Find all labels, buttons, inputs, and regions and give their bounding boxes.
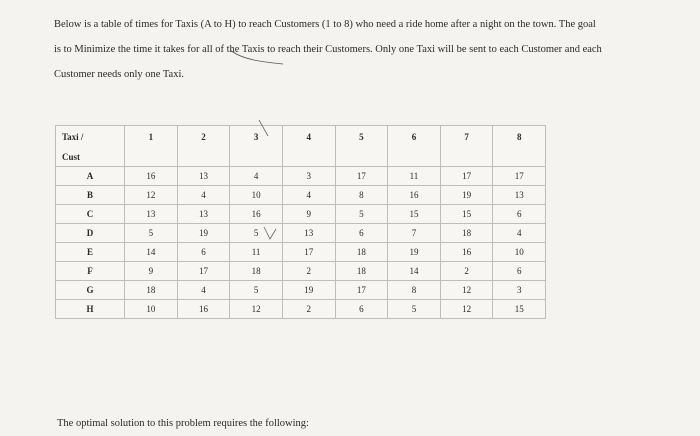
time-cell: 19 xyxy=(388,243,441,262)
time-cell: 7 xyxy=(388,224,441,243)
time-cell: 10 xyxy=(125,300,178,319)
time-cell: 19 xyxy=(440,186,493,205)
time-cell: 6 xyxy=(335,300,388,319)
time-cell: 13 xyxy=(493,186,546,205)
time-cell: 11 xyxy=(230,243,283,262)
time-cell: 5 xyxy=(388,300,441,319)
header-spacer xyxy=(230,148,283,167)
header-spacer xyxy=(125,148,178,167)
time-cell: 9 xyxy=(282,205,335,224)
time-cell: 17 xyxy=(177,262,230,281)
table-row xyxy=(56,281,546,300)
time-cell: 10 xyxy=(230,186,283,205)
time-cell: 6 xyxy=(335,224,388,243)
time-cell: 19 xyxy=(282,281,335,300)
time-cell: 16 xyxy=(440,243,493,262)
time-cell: 5 xyxy=(230,224,283,243)
time-cell: 12 xyxy=(125,186,178,205)
column-header: 1 xyxy=(125,126,178,149)
corner-header-taxi: Taxi / xyxy=(56,126,125,149)
time-cell: 12 xyxy=(440,281,493,300)
time-cell: 18 xyxy=(335,262,388,281)
time-cell: 2 xyxy=(282,300,335,319)
header-spacer xyxy=(440,148,493,167)
time-cell: 2 xyxy=(282,262,335,281)
table-row xyxy=(56,167,546,186)
table-row xyxy=(56,186,546,205)
time-cell: 4 xyxy=(177,186,230,205)
column-header: 5 xyxy=(335,126,388,149)
time-cell: 16 xyxy=(230,205,283,224)
column-header: 6 xyxy=(388,126,441,149)
time-cell: 15 xyxy=(440,205,493,224)
time-cell: 5 xyxy=(335,205,388,224)
time-cell: 18 xyxy=(125,281,178,300)
time-cell: 14 xyxy=(125,243,178,262)
column-header: 2 xyxy=(177,126,230,149)
row-header-taxi: H xyxy=(56,300,125,319)
time-cell: 10 xyxy=(493,243,546,262)
column-header: 7 xyxy=(440,126,493,149)
column-header: 8 xyxy=(493,126,546,149)
header-spacer xyxy=(335,148,388,167)
time-cell: 13 xyxy=(177,205,230,224)
table-row xyxy=(56,205,546,224)
row-header-taxi: A xyxy=(56,167,125,186)
time-cell: 6 xyxy=(493,205,546,224)
table-row xyxy=(56,224,546,243)
time-cell: 17 xyxy=(493,167,546,186)
taxi-time-table xyxy=(55,125,546,319)
time-cell: 6 xyxy=(493,262,546,281)
table-row xyxy=(56,243,546,262)
time-cell: 15 xyxy=(493,300,546,319)
time-cell: 15 xyxy=(388,205,441,224)
problem-line-3: Customer needs only one Taxi. xyxy=(54,69,185,80)
time-cell: 3 xyxy=(493,281,546,300)
time-cell: 18 xyxy=(440,224,493,243)
time-cell: 5 xyxy=(125,224,178,243)
time-cell: 6 xyxy=(177,243,230,262)
table-row xyxy=(56,262,546,281)
time-cell: 9 xyxy=(125,262,178,281)
time-cell: 11 xyxy=(388,167,441,186)
problem-statement xyxy=(54,12,664,87)
time-cell: 16 xyxy=(388,186,441,205)
time-cell: 8 xyxy=(388,281,441,300)
time-cell: 13 xyxy=(177,167,230,186)
header-spacer xyxy=(388,148,441,167)
time-cell: 18 xyxy=(335,243,388,262)
row-header-taxi: D xyxy=(56,224,125,243)
time-cell: 17 xyxy=(335,167,388,186)
row-header-taxi: G xyxy=(56,281,125,300)
time-cell: 16 xyxy=(177,300,230,319)
time-cell: 17 xyxy=(335,281,388,300)
header-spacer xyxy=(177,148,230,167)
time-cell: 13 xyxy=(282,224,335,243)
time-cell: 12 xyxy=(440,300,493,319)
time-cell: 16 xyxy=(125,167,178,186)
time-cell: 4 xyxy=(282,186,335,205)
header-spacer xyxy=(282,148,335,167)
time-cell: 13 xyxy=(125,205,178,224)
time-cell: 2 xyxy=(440,262,493,281)
time-cell: 4 xyxy=(177,281,230,300)
corner-header-cust: Cust xyxy=(56,148,125,167)
row-header-taxi: F xyxy=(56,262,125,281)
footer-prompt: The optimal solution to this problem requires the following: xyxy=(57,418,309,429)
column-header: 3 xyxy=(230,126,283,149)
time-cell: 17 xyxy=(282,243,335,262)
time-cell: 17 xyxy=(440,167,493,186)
column-header: 4 xyxy=(282,126,335,149)
row-header-taxi: B xyxy=(56,186,125,205)
row-header-taxi: C xyxy=(56,205,125,224)
header-spacer xyxy=(493,148,546,167)
time-cell: 5 xyxy=(230,281,283,300)
time-cell: 18 xyxy=(230,262,283,281)
table-row xyxy=(56,300,546,319)
time-cell: 4 xyxy=(230,167,283,186)
time-cell: 8 xyxy=(335,186,388,205)
time-cell: 19 xyxy=(177,224,230,243)
problem-line-1: Below is a table of times for Taxis (A to H) to reach Customers (1 to 8) who need a ride home after a night on the town. The goal xyxy=(54,19,596,30)
problem-line-2: is to Minimize the time it takes for all of the Taxis to reach their Customers. Only one Taxi will be sent to each Customer and each xyxy=(54,44,602,55)
row-header-taxi: E xyxy=(56,243,125,262)
time-cell: 12 xyxy=(230,300,283,319)
time-cell: 14 xyxy=(388,262,441,281)
time-cell: 4 xyxy=(493,224,546,243)
time-cell: 3 xyxy=(282,167,335,186)
